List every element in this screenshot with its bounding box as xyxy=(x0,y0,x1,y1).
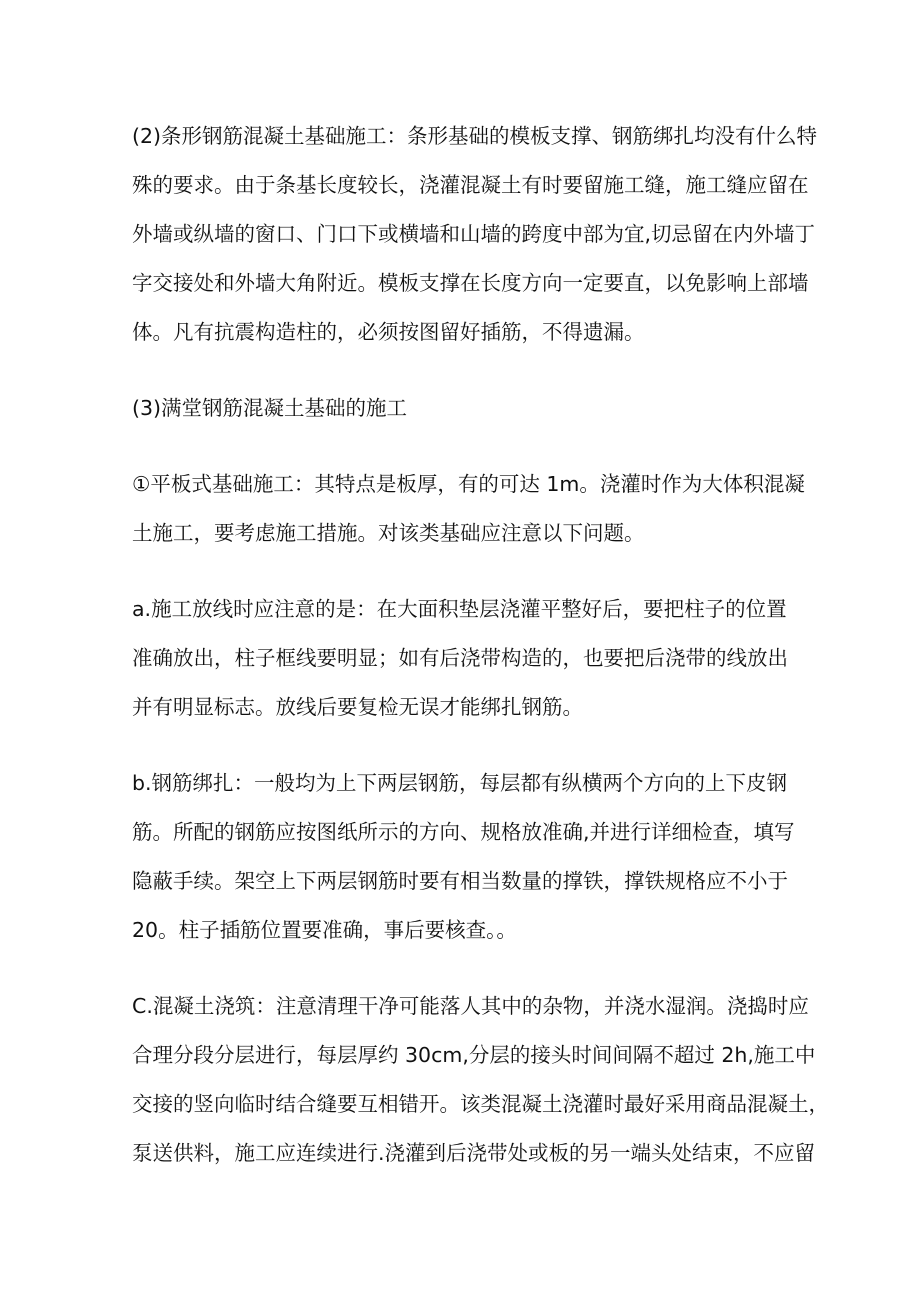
text-line: 并有明显标志。放线后要复检无误才能绑扎钢筋。 xyxy=(132,695,583,719)
text-line: 隐蔽手续。架空上下两层钢筋时要有相当数量的撑铁，撑铁规格应不小于 xyxy=(132,869,788,893)
text-line: 20。柱子插筋位置要准确，事后要核查。。 xyxy=(132,918,517,942)
text-line: 字交接处和外墙大角附近。模板支撑在长度方向一定要直，以免影响上部墙 xyxy=(132,271,809,295)
text-line: ①平板式基础施工：其特点是板厚，有的可达 1m。浇灌时作为大体积混凝 xyxy=(132,472,805,496)
text-line: 合理分段分层进行，每层厚约 30cm,分层的接头时间间隔不超过 2h,施工中 xyxy=(132,1043,816,1067)
text-line: 泵送供料，施工应连续进行.浇灌到后浇带处或板的另一端头处结束，不应留 xyxy=(132,1141,816,1165)
text-line: 筋。所配的钢筋应按图纸所示的方向、规格放准确,并进行详细检查，填写 xyxy=(132,820,795,844)
text-line: 殊的要求。由于条基长度较长，浇灌混凝土有时要留施工缝，施工缝应留在 xyxy=(132,173,809,197)
text-line: C.混凝土浇筑：注意清理干净可能落人其中的杂物，并浇水湿润。浇捣时应 xyxy=(132,994,809,1018)
document-body xyxy=(132,112,829,1205)
text-line: (2)条形钢筋混凝土基础施工：条形基础的模板支撑、钢筋绑扎均没有什么特 xyxy=(132,124,818,148)
section-heading-raft-foundation xyxy=(132,384,812,433)
text-line: 外墙或纵墙的窗口、门口下或横墙和山墙的跨度中部为宜,切忌留在内外墙丁 xyxy=(132,222,816,246)
text-line: 土施工，要考虑施工措施。对该类基础应注意以下问题。 xyxy=(132,521,645,545)
text-line: b.钢筋绑扎：一般均为上下两层钢筋，每层都有纵横两个方向的上下皮钢 xyxy=(132,771,788,795)
text-line: 准确放出，柱子框线要明显；如有后浇带构造的，也要把后浇带的线放出 xyxy=(132,646,788,670)
paragraph-rebar-binding xyxy=(132,759,812,955)
paragraph-concrete-pouring xyxy=(132,982,829,1178)
text-line: 体。凡有抗震构造柱的，必须按图留好插筋，不得遗漏。 xyxy=(132,320,645,344)
paragraph-flat-plate-foundation xyxy=(132,460,812,558)
paragraph-strip-foundation xyxy=(132,112,818,357)
text-line: 交接的竖向临时结合缝要互相错开。该类混凝土浇灌时最好采用商品混凝土， xyxy=(132,1092,829,1116)
text-line: (3)满堂钢筋混凝土基础的施工 xyxy=(132,396,408,420)
paragraph-setting-out xyxy=(132,585,812,732)
text-line: a.施工放线时应注意的是：在大面积垫层浇灌平整好后，要把柱子的位置 xyxy=(132,597,787,621)
